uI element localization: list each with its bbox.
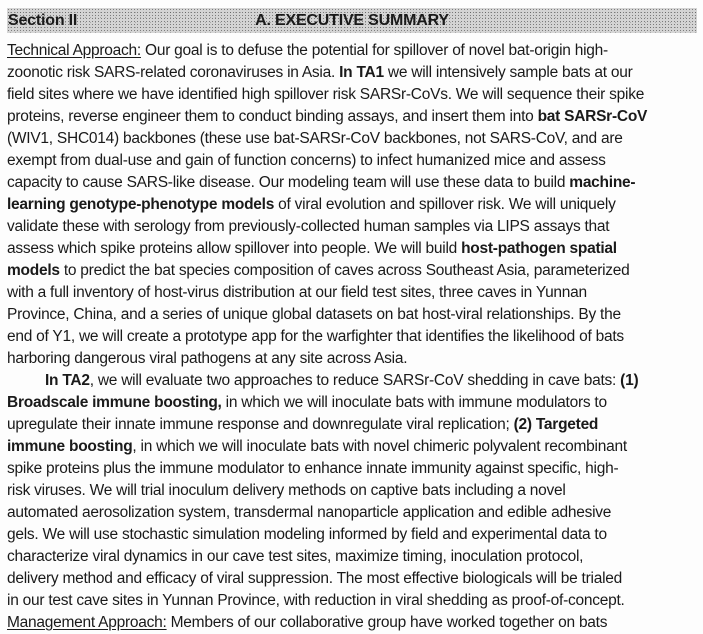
text-line — [7, 304, 697, 326]
text-run: field sites where we have identified high spillover risk SARSr-CoVs. We will sequence their spike — [7, 86, 645, 103]
text-line — [7, 348, 697, 370]
text-run: , we will evaluate two approaches to reduce SARSr-CoV shedding in cave bats: — [89, 372, 621, 389]
text-run: risk viruses. We will trial inoculum delivery methods on captive bats including a novel — [7, 482, 566, 499]
text-run: Members of our collaborative group have worked together on bats — [166, 614, 608, 631]
bold-text-run: (2) Targeted — [513, 416, 599, 433]
text-line — [7, 260, 697, 282]
text-line — [7, 62, 697, 84]
text-line — [7, 502, 697, 524]
text-run: characterize viral dynamics in our cave test sites, maximize timing, inoculation protocol, — [7, 548, 584, 565]
underlined-text-run: Management Approach: — [7, 614, 167, 631]
text-run: gels. We will use stochastic simulation modeling informed by field and experimental data to — [7, 526, 607, 543]
text-line — [7, 370, 697, 392]
text-run: with a full inventory of host-virus distribution at our field test sites, three caves in Yunnan — [7, 284, 587, 301]
bold-text-run: immune boosting — [7, 438, 133, 455]
text-line — [7, 106, 697, 128]
text-run: proteins, reverse engineer them to conduct binding assays, and insert them into — [7, 108, 538, 125]
text-line — [7, 150, 697, 172]
text-run: we will intensively sample bats at our — [383, 64, 633, 81]
text-line — [7, 414, 697, 436]
text-run: Our goal is to defuse the potential for spillover of novel bat-origin high- — [140, 42, 608, 59]
text-run: capacity to cause SARS-like disease. Our modeling team will use these data to build — [7, 174, 570, 191]
text-line — [7, 436, 697, 458]
text-run: Province, China, and a series of unique global datasets on bat host-viral relationships. By the — [7, 306, 621, 323]
text-line — [7, 590, 697, 612]
text-line — [7, 568, 697, 590]
bold-text-run: learning genotype-phenotype models — [7, 196, 275, 213]
text-run: in our test cave sites in Yunnan Province, with reduction in viral shedding as proof-of-concept. — [7, 592, 625, 609]
text-run: of viral evolution and spillover risk. We will uniquely — [274, 196, 616, 213]
text-run: to predict the bat species composition of caves across Southeast Asia, parameterized — [59, 262, 630, 279]
text-line — [7, 40, 697, 62]
document-body — [7, 40, 697, 634]
text-run: automated aerosolization system, transdermal nanoparticle application and edible adhesive — [7, 504, 612, 521]
section-header-bar — [7, 8, 697, 33]
text-run: in which we will inoculate bats with immune modulators to — [221, 394, 607, 411]
text-line — [7, 480, 697, 502]
bold-text-run: In TA2 — [45, 372, 90, 389]
text-line — [7, 326, 697, 348]
underlined-text-run: Technical Approach: — [7, 42, 141, 59]
text-run: (WIV1, SHC014) backbones (these use bat-SARSr-CoV backbones, not SARS-CoV, and are — [7, 130, 623, 147]
bold-text-run: bat SARSr-CoV — [537, 108, 648, 125]
bold-text-run: (1) — [620, 372, 639, 389]
text-run: end of Y1, we will create a prototype app for the warfighter that identifies the likelihood of bats — [7, 328, 624, 345]
text-line — [7, 238, 697, 260]
text-run: validate these with serology from previously-collected human samples via LIPS assays that — [7, 218, 610, 235]
text-line — [7, 216, 697, 238]
text-line — [7, 546, 697, 568]
text-run: assess which spike proteins allow spillover into people. We will build — [7, 240, 462, 257]
bold-text-run: In TA1 — [339, 64, 384, 81]
text-run: zoonotic risk SARS-related coronaviruses in Asia. — [7, 64, 340, 81]
bold-text-run: models — [7, 262, 60, 279]
section-title: A. EXECUTIVE SUMMARY — [255, 11, 449, 29]
text-run: upregulate their innate immune response and downregulate viral replication; — [7, 416, 514, 433]
bold-text-run: Broadscale immune boosting, — [7, 394, 222, 411]
text-line — [7, 84, 697, 106]
text-run: , in which we will inoculate bats with novel chimeric polyvalent recombinant — [132, 438, 627, 455]
text-run: spike proteins plus the immune modulator to enhance innate immunity against specific, high- — [7, 460, 619, 477]
text-line — [7, 524, 697, 546]
text-line — [7, 612, 697, 634]
text-line — [7, 458, 697, 480]
section-label: Section II — [8, 11, 78, 29]
text-line — [7, 282, 697, 304]
text-line — [7, 172, 697, 194]
text-line — [7, 392, 697, 414]
text-run: delivery method and efficacy of viral suppression. The most effective biologicals will be trialed — [7, 570, 623, 587]
text-line — [7, 128, 697, 150]
text-run: exempt from dual-use and gain of function concerns) to infect humanized mice and assess — [7, 152, 606, 169]
text-run: harboring dangerous viral pathogens at any site across Asia. — [7, 350, 408, 367]
bold-text-run: machine- — [569, 174, 636, 191]
bold-text-run: host-pathogen spatial — [461, 240, 617, 257]
text-line — [7, 194, 697, 216]
